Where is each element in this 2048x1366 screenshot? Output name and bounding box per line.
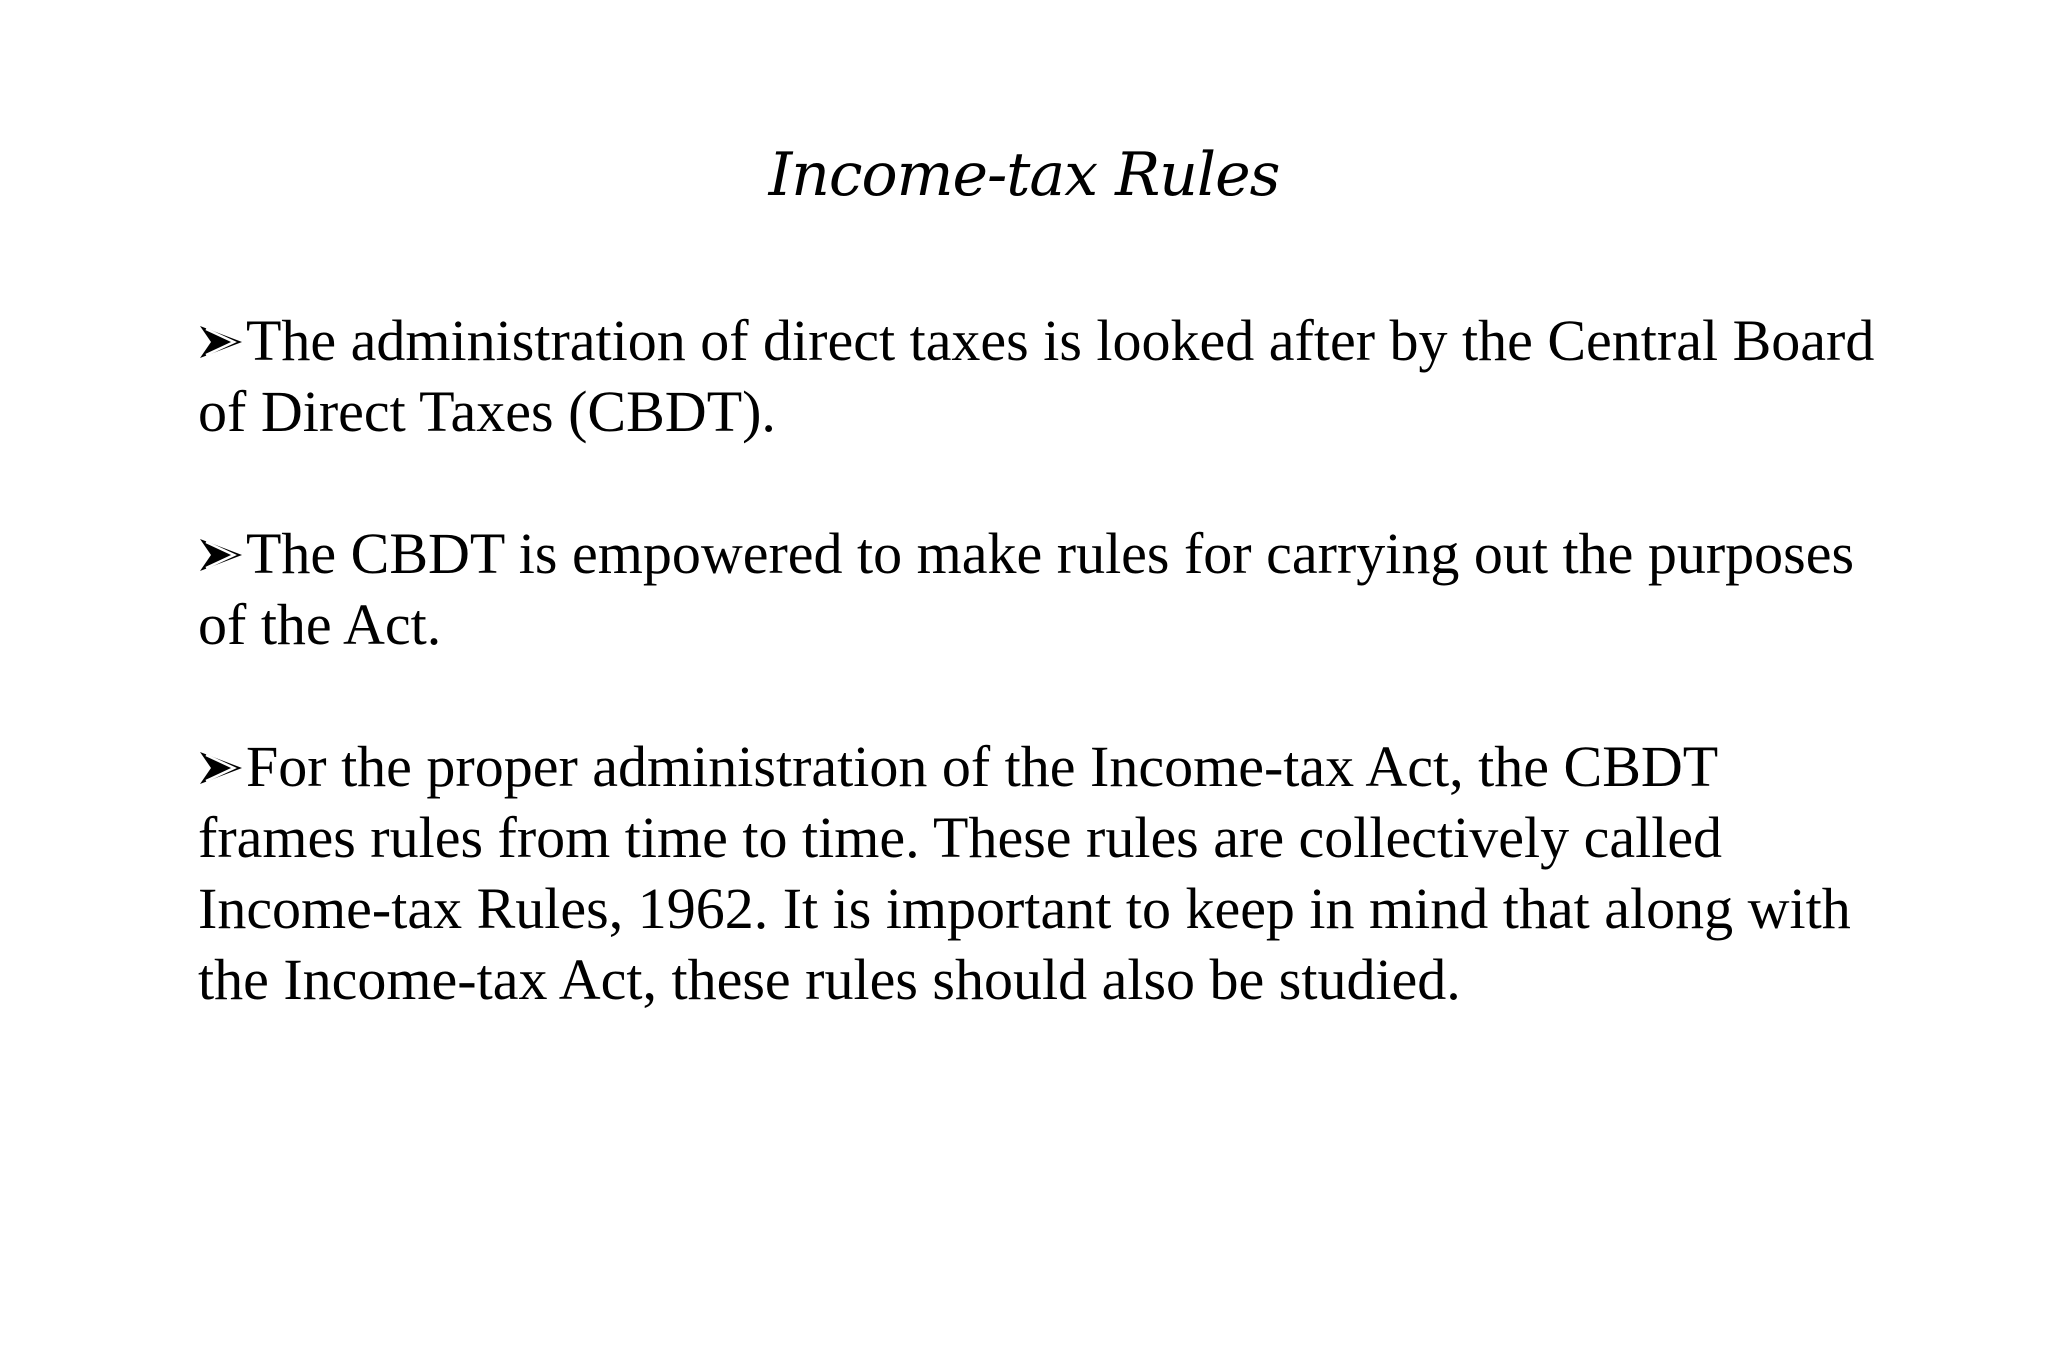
arrowhead-bullet-icon bbox=[198, 750, 244, 786]
bullet-text: The CBDT is empowered to make rules for carrying out the purposes of the Act. bbox=[198, 521, 1855, 657]
bullet-item bbox=[198, 731, 1888, 1015]
bullet-list bbox=[198, 305, 1888, 1015]
arrowhead-bullet-icon bbox=[198, 537, 244, 573]
slide-title: Income-tax Rules bbox=[768, 140, 1280, 210]
bullet-text: The administration of direct taxes is looked after by the Central Board of Direct Taxes (CBDT). bbox=[198, 308, 1875, 444]
arrowhead-bullet-icon bbox=[198, 324, 244, 360]
bullet-item bbox=[198, 305, 1888, 447]
bullet-text: For the proper administration of the Income-tax Act, the CBDT frames rules from time to time. These rules are collectively called Income-tax Rules, 1962. It is important to keep in mind that along with the Income-tax Act, these rules should also be studied. bbox=[198, 734, 1851, 1012]
bullet-item bbox=[198, 518, 1888, 660]
